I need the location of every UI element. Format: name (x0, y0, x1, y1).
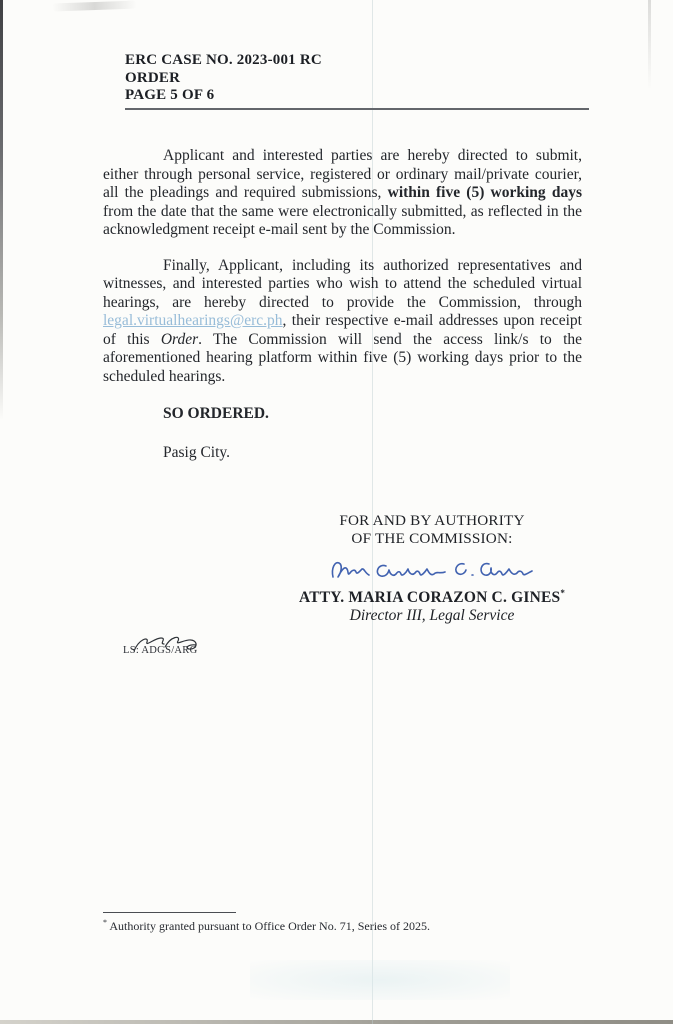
initials-text: LS: ADGS/ARG (123, 645, 198, 656)
paragraph-text: Finally, Applicant, including its authorized representatives and witnesses, and interested parties who wish to attend the scheduled virtual hearings, are hereby directed to provide the Commission, through (103, 256, 582, 311)
case-number: ERC CASE NO. 2023-001 RC (125, 52, 322, 68)
so-ordered-line: SO ORDERED. (163, 405, 269, 422)
paragraph-text: Applicant and interested parties are hereby directed to submit, either through personal service, registered or ordinary mail/private courier, all the pleadings and required submissions, (103, 147, 582, 201)
paragraph-italic-text: Order (160, 330, 199, 348)
footnote-marker-ref: * (560, 588, 566, 598)
clerk-initials (123, 645, 198, 656)
authority-line-1: FOR AND BY AUTHORITY (339, 512, 525, 529)
signatory-title: Director III, Legal Service (349, 607, 515, 625)
place-line: Pasig City. (163, 443, 231, 461)
signature-block (276, 512, 588, 625)
scan-smudge (648, 0, 651, 90)
scan-edge-artifact (0, 0, 3, 420)
footnote (103, 912, 573, 934)
handwritten-initials (131, 631, 213, 661)
paragraph-virtual-hearings (103, 257, 582, 387)
authority-line-2: OF THE COMMISSION: (351, 530, 513, 547)
footnote-text: * Authority granted pursuant to Office Order No. 71, Series of 2025. (103, 918, 431, 933)
paragraph-text: , their respective e-mail addresses upon receipt of this (103, 312, 582, 348)
handwritten-signature (326, 549, 538, 587)
paragraph-submissions (103, 147, 582, 240)
paragraph-text: from the date that the same were electronically submitted, as reflected in the acknowledgment receipt e-mail sent by the Commission. (103, 202, 582, 238)
paragraph-bold-text: within five (5) working days (387, 184, 583, 201)
document-body (103, 147, 582, 462)
scan-smudge (250, 960, 510, 1000)
footnote-marker: * (103, 918, 107, 927)
page-number: PAGE 5 OF 6 (125, 87, 215, 103)
footnote-separator (103, 912, 236, 913)
document-header (125, 52, 589, 110)
scan-edge-artifact (0, 1020, 673, 1024)
paragraph-text: . The Commission will send the access link/s to the aforementioned hearing platform within five (5) working days prior to the scheduled hearings. (103, 330, 582, 385)
scan-smudge (52, 1, 137, 12)
signatory-name: ATTY. MARIA CORAZON C. GINES* (298, 588, 566, 607)
document-type: ORDER (125, 69, 181, 86)
email-link[interactable]: legal.virtualhearings@erc.ph (103, 312, 283, 329)
